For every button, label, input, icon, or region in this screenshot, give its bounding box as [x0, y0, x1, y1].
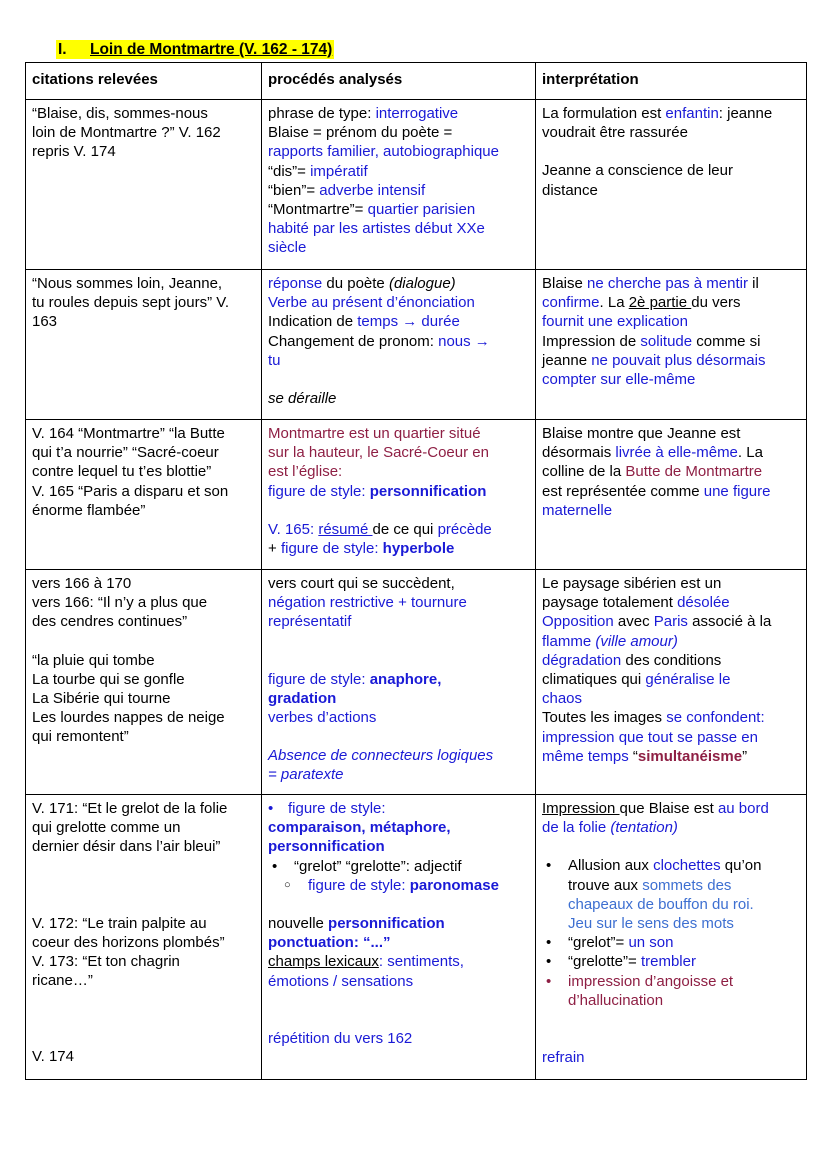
- text-fragment: colline de la: [542, 463, 626, 481]
- text-fragment: flamme: [542, 632, 596, 650]
- text-fragment: enfantin: [665, 105, 719, 122]
- text-line: [542, 104, 800, 123]
- text-fragment: de ce qui: [372, 520, 438, 538]
- text-fragment: ”: [742, 747, 748, 765]
- text-fragment: refrain: [542, 1049, 585, 1067]
- text-fragment: +: [268, 540, 281, 558]
- text-fragment: “Montmartre”=: [268, 201, 368, 219]
- text-fragment: • impression d’angoisse et: [542, 972, 800, 991]
- interpretation-cell: [536, 270, 807, 420]
- text-fragment: distance: [542, 181, 598, 199]
- text-fragment: impression que tout se passe en: [542, 728, 758, 746]
- column-header-citations: citations relevées: [26, 63, 262, 100]
- interpretation-cell: [536, 100, 807, 270]
- text-fragment: V. 165:: [268, 520, 319, 538]
- text-fragment: personnification: [328, 915, 445, 933]
- text-fragment: figure de style:: [308, 876, 410, 894]
- text-fragment: des cendres continues”: [32, 613, 188, 631]
- text-fragment: Absence de connecteurs logiques: [268, 747, 494, 765]
- text-fragment: figure de style:: [280, 540, 383, 558]
- text-fragment: 163: [32, 313, 58, 331]
- text-fragment: simultanéisme: [637, 747, 743, 765]
- text-fragment: tu: [268, 351, 281, 369]
- text-line: [542, 332, 800, 351]
- section-heading: [56, 40, 334, 59]
- text-fragment: quartier parisien: [367, 201, 476, 219]
- text-fragment: Blaise = prénom du poète =: [268, 124, 453, 142]
- text-fragment: Jeu sur le sens des mots: [568, 915, 734, 933]
- procedes-cell: [262, 270, 536, 420]
- procedes-cell: [262, 570, 536, 795]
- text-fragment: habité par les artistes début XXe: [268, 220, 485, 238]
- citation-cell: [26, 570, 262, 795]
- text-fragment: contre lequel tu t’es blottie”: [32, 463, 212, 481]
- text-fragment: Verbe au présent d’énonciation: [268, 294, 475, 312]
- text-fragment: interrogative: [375, 105, 459, 122]
- text-fragment: qu’on: [720, 857, 762, 875]
- text-fragment: énorme flambée”: [32, 501, 146, 519]
- citation-cell: [26, 270, 262, 420]
- text-fragment: vers 166 à 170: [32, 575, 132, 592]
- text-fragment: au bord: [717, 800, 769, 817]
- text-fragment: coeur des horizons plombés”: [32, 933, 225, 951]
- text-fragment: “grelot”=: [568, 934, 629, 952]
- text-line: [542, 876, 800, 895]
- text-fragment: rapports familier, autobiographique: [268, 143, 499, 161]
- text-fragment: répétition du vers 162: [268, 1029, 413, 1047]
- text-fragment: paronomase: [409, 876, 499, 894]
- text-fragment: associé à la: [687, 613, 772, 631]
- text-line: [542, 952, 800, 971]
- text-line: [542, 856, 800, 875]
- text-fragment: clochettes: [653, 857, 721, 875]
- table-row: [26, 570, 807, 795]
- text-fragment: voudrait être rassurée: [542, 124, 688, 142]
- text-fragment: • figure de style:: [268, 799, 529, 818]
- text-fragment: du poète: [322, 275, 389, 292]
- text-fragment: que Blaise est: [619, 800, 718, 817]
- text-line: [268, 539, 529, 558]
- text-fragment: représentatif: [268, 613, 352, 631]
- text-fragment: ricane…”: [32, 972, 93, 990]
- text-line: [268, 312, 529, 331]
- text-fragment: réponse: [268, 275, 323, 292]
- text-fragment: Jeanne a conscience de leur: [542, 162, 733, 180]
- text-fragment: qui remontent”: [32, 728, 129, 746]
- text-fragment: hyperbole: [382, 540, 455, 558]
- text-fragment: compter sur elle-même: [542, 371, 696, 389]
- text-fragment: “dis”=: [268, 162, 311, 180]
- text-fragment: impératif: [310, 162, 368, 180]
- interpretation-cell: [536, 570, 807, 795]
- text-fragment: sommets des: [642, 876, 732, 894]
- text-fragment: vers 166: “Il n’y a plus que: [32, 594, 208, 612]
- text-line: [542, 593, 800, 612]
- text-fragment: chaos: [542, 690, 583, 708]
- text-fragment: repris V. 174: [32, 143, 116, 161]
- text-fragment: Blaise montre que Jeanne est: [542, 425, 741, 442]
- text-line: [268, 670, 529, 689]
- text-fragment: V. 172: “Le train palpite au: [32, 914, 207, 932]
- text-fragment: trembler: [640, 953, 696, 971]
- text-fragment: (dialogue): [388, 275, 456, 292]
- text-fragment: figure de style:: [268, 670, 370, 688]
- text-fragment: du vers: [691, 294, 741, 312]
- analysis-table: [25, 62, 807, 1080]
- text-fragment: La formulation est: [542, 105, 666, 122]
- text-fragment: ne cherche pas à mentir: [587, 275, 748, 292]
- citation-cell: [26, 100, 262, 270]
- text-line: [268, 332, 529, 351]
- text-fragment: adjectif: [414, 857, 462, 875]
- table-row: [26, 270, 807, 420]
- text-line: [268, 162, 529, 181]
- text-fragment: Paris: [653, 613, 688, 631]
- text-fragment: résumé: [318, 520, 373, 538]
- text-fragment: même temps: [542, 747, 633, 765]
- text-fragment: La Sibérie qui tourne: [32, 690, 171, 708]
- text-fragment: V. 174: [32, 1048, 74, 1066]
- procedes-cell: [262, 795, 536, 1080]
- text-fragment: gradation: [268, 689, 337, 707]
- text-line: [542, 651, 800, 670]
- text-fragment: loin de Montmartre ?” V. 162: [32, 124, 221, 142]
- text-fragment: verbes d’actions: [268, 709, 377, 727]
- text-fragment: “Blaise, dis, sommes-nous: [32, 105, 208, 122]
- text-line: [542, 612, 800, 631]
- text-line: [542, 351, 800, 370]
- text-fragment: avec: [613, 613, 654, 631]
- text-fragment: “grelot” “grelotte”:: [294, 857, 415, 875]
- text-fragment: se confondent:: [666, 709, 765, 727]
- text-fragment: nouvelle: [268, 915, 329, 933]
- text-fragment: chapeaux de bouffon du roi.: [568, 895, 754, 913]
- text-fragment: siècle: [268, 239, 307, 257]
- text-line: [268, 876, 529, 895]
- text-fragment: Les lourdes nappes de neige: [32, 709, 225, 727]
- text-fragment: tu roules depuis sept jours” V.: [32, 294, 230, 312]
- text-line: [268, 520, 529, 539]
- interpretation-cell: [536, 420, 807, 570]
- text-fragment: (ville amour): [595, 632, 678, 650]
- text-fragment: négation restrictive + tournure: [268, 594, 467, 612]
- text-fragment: maternelle: [542, 501, 613, 519]
- text-line: [268, 200, 529, 219]
- text-fragment: paysage totalement: [542, 594, 678, 612]
- text-fragment: . La: [737, 444, 763, 462]
- text-line: [268, 914, 529, 933]
- text-fragment: Toutes les images: [542, 709, 667, 727]
- text-fragment: dernier désir dans l’air bleui”: [32, 838, 221, 856]
- text-fragment: “Nous sommes loin, Jeanne,: [32, 275, 223, 292]
- text-fragment: émotions / sensations: [268, 972, 414, 990]
- text-line: [268, 482, 529, 501]
- text-fragment: climatiques qui: [542, 671, 646, 689]
- text-fragment: des conditions: [621, 651, 722, 669]
- text-fragment: une figure: [703, 482, 771, 500]
- text-fragment: La tourbe qui se gonfle: [32, 670, 185, 688]
- text-fragment: Opposition: [542, 613, 614, 631]
- table-row: [26, 420, 807, 570]
- text-fragment: personnification: [268, 838, 385, 856]
- text-line: [542, 462, 800, 481]
- text-line: [542, 708, 800, 727]
- text-line: [268, 181, 529, 200]
- text-line: [542, 482, 800, 501]
- text-line: [542, 747, 800, 766]
- procedes-cell: [262, 100, 536, 270]
- text-fragment: temps → durée: [357, 313, 460, 331]
- text-fragment: confirme: [542, 294, 600, 312]
- column-header-procedes: procédés analysés: [262, 63, 536, 100]
- text-fragment: de la folie: [542, 819, 611, 837]
- text-line: [268, 104, 529, 123]
- text-line: [268, 274, 529, 293]
- text-fragment: (tentation): [610, 819, 678, 837]
- text-fragment: nous →: [438, 332, 490, 350]
- table-header-row: [26, 63, 807, 100]
- text-line: [542, 274, 800, 293]
- text-fragment: qui t’a nourrie” “Sacré-coeur: [32, 444, 219, 462]
- text-fragment: ponctuation: “...”: [268, 934, 391, 952]
- text-fragment: Impression: [542, 800, 620, 817]
- citation-cell: [26, 420, 262, 570]
- text-fragment: un son: [628, 934, 674, 952]
- text-fragment: comme si: [692, 332, 761, 350]
- text-fragment: adverbe intensif: [319, 181, 426, 199]
- text-fragment: jeanne: [542, 351, 592, 369]
- text-line: [268, 857, 529, 876]
- text-fragment: Indication de: [268, 313, 358, 331]
- text-fragment: Montmartre est un quartier situé: [268, 425, 481, 442]
- text-fragment: se déraille: [268, 390, 337, 408]
- text-line: [542, 632, 800, 651]
- text-fragment: V. 171: “Et le grelot de la folie: [32, 800, 228, 817]
- text-fragment: V. 164 “Montmartre” “la Butte: [32, 425, 225, 442]
- text-fragment: trouve aux: [568, 876, 643, 894]
- text-fragment: V. 173: “Et ton chagrin: [32, 953, 180, 971]
- text-line: [542, 818, 800, 837]
- column-header-interpretation: interprétation: [536, 63, 807, 100]
- text-line: [542, 670, 800, 689]
- text-line: [542, 799, 800, 818]
- text-fragment: champs lexicaux: [268, 953, 379, 971]
- interpretation-cell: [536, 795, 807, 1080]
- text-fragment: solitude: [640, 332, 693, 350]
- text-fragment: est l’église:: [268, 463, 343, 481]
- text-fragment: Impression de: [542, 332, 641, 350]
- text-fragment: Le paysage sibérien est un: [542, 575, 722, 592]
- text-fragment: “: [632, 747, 638, 765]
- text-fragment: est représentée comme: [542, 482, 704, 500]
- text-fragment: “bien”=: [268, 181, 320, 199]
- text-fragment: généralise le: [645, 671, 731, 689]
- text-fragment: Butte de Montmartre: [625, 463, 763, 481]
- text-fragment: : jeanne: [718, 105, 773, 122]
- text-fragment: figure de style:: [268, 482, 370, 500]
- text-fragment: vers court qui se succèdent,: [268, 575, 455, 592]
- text-fragment: dégradation: [542, 651, 622, 669]
- citation-cell: [26, 795, 262, 1080]
- text-fragment: il: [747, 275, 759, 292]
- text-fragment: personnification: [369, 482, 487, 500]
- section-number: I.: [58, 41, 67, 58]
- text-fragment: “la pluie qui tombe: [32, 651, 155, 669]
- table-row: [26, 100, 807, 270]
- text-fragment: Changement de pronom:: [268, 332, 439, 350]
- text-fragment: : sentiments,: [378, 953, 464, 971]
- text-fragment: sur la hauteur, le Sacré-Coeur en: [268, 444, 489, 462]
- text-fragment: phrase de type:: [268, 105, 376, 122]
- text-line: [542, 933, 800, 952]
- text-fragment: comparaison, métaphore,: [268, 819, 451, 837]
- text-fragment: désormais: [542, 444, 616, 462]
- procedes-cell: [262, 420, 536, 570]
- text-fragment: livrée à elle-même: [615, 444, 738, 462]
- text-fragment: d’hallucination: [568, 991, 664, 1009]
- text-fragment: “grelotte”=: [568, 953, 641, 971]
- text-fragment: Allusion aux: [568, 857, 654, 875]
- text-fragment: ne pouvait plus désormais: [591, 351, 766, 369]
- text-fragment: = paratexte: [268, 766, 344, 784]
- text-fragment: anaphore,: [369, 670, 442, 688]
- text-fragment: fournit une explication: [542, 313, 688, 331]
- table-row: [26, 795, 807, 1080]
- text-line: [268, 952, 529, 971]
- text-fragment: qui grelotte comme un: [32, 819, 181, 837]
- section-title: Loin de Montmartre (V. 162 - 174): [90, 41, 333, 58]
- text-fragment: Blaise: [542, 275, 588, 292]
- text-fragment: précède: [437, 520, 492, 538]
- text-fragment: 2è partie: [628, 294, 692, 312]
- text-fragment: . La: [599, 294, 629, 312]
- text-line: [542, 293, 800, 312]
- text-line: [542, 443, 800, 462]
- text-fragment: V. 165 “Paris a disparu et son: [32, 482, 229, 500]
- text-fragment: désolée: [677, 594, 730, 612]
